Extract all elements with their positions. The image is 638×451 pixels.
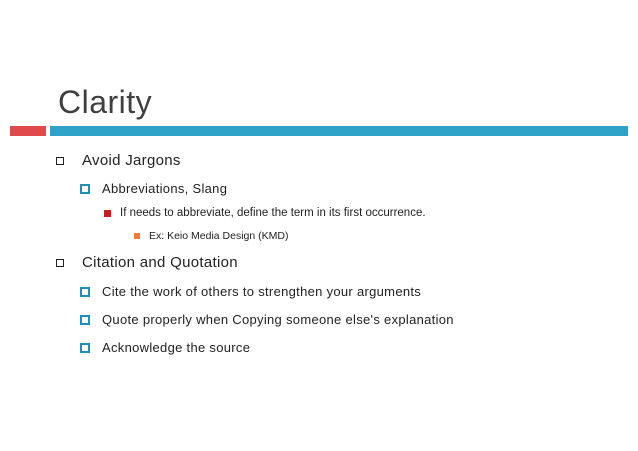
- bullet-text: Avoid Jargons: [82, 152, 181, 169]
- bullet-citation-quotation: [56, 254, 238, 271]
- square-blue-bullet-icon: [80, 343, 90, 353]
- bullet-example-kmd: [134, 230, 288, 242]
- bullet-text: Quote properly when Copying someone else's explanation: [102, 312, 454, 327]
- square-red-bullet-icon: [104, 210, 111, 217]
- bullet-define-abbreviation: [104, 207, 426, 219]
- bullet-text: Abbreviations, Slang: [102, 181, 228, 196]
- bullet-abbreviations-slang: [80, 181, 227, 196]
- bullet-avoid-jargons: [56, 152, 181, 169]
- bullet-quote-properly: [80, 312, 454, 327]
- bullet-text: Citation and Quotation: [82, 254, 238, 271]
- bullet-cite-work: [80, 284, 421, 299]
- title-accent-blue-bar: [50, 126, 628, 136]
- square-blue-bullet-icon: [80, 184, 90, 194]
- bullet-text: Cite the work of others to strengthen your arguments: [102, 284, 422, 299]
- square-orange-bullet-icon: [134, 233, 140, 239]
- square-outline-bullet-icon: [56, 259, 64, 267]
- title-accent-red-bar: [10, 126, 46, 136]
- square-blue-bullet-icon: [80, 315, 90, 325]
- square-blue-bullet-icon: [80, 287, 90, 297]
- bullet-text: If needs to abbreviate, define the term in its first occurrence.: [120, 207, 426, 219]
- square-outline-bullet-icon: [56, 157, 64, 165]
- bullet-text: Acknowledge the source: [102, 340, 251, 355]
- bullet-acknowledge-source: [80, 340, 250, 355]
- bullet-text: Ex: Keio Media Design (KMD): [149, 230, 289, 242]
- slide-title: Clarity: [58, 84, 153, 120]
